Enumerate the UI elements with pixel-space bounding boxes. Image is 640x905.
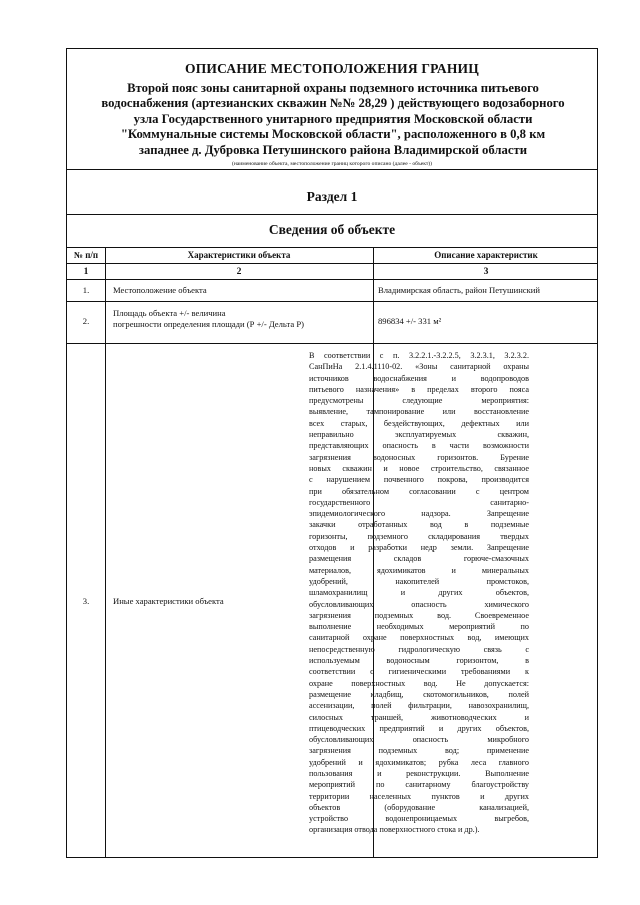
column-header-characteristic: Характеристики объекта — [187, 250, 291, 260]
column-number: 2 — [236, 266, 242, 277]
description-other-line: загрязнения водоносных горизонтов. Бурение — [309, 452, 529, 462]
row-number: 2. — [82, 316, 90, 326]
document-header — [67, 49, 597, 170]
characteristic-area-line: Площадь объекта +/- величина — [113, 308, 226, 318]
object-name-line: западнее д. Дубровка Петушинского района Владимирской области — [138, 142, 528, 157]
description-other-line: птицеводческих предприятий и других объектов, — [309, 723, 529, 733]
column-header-number: № п/п — [73, 250, 99, 260]
description-other-line: непосредственную гидрологическую связь с — [309, 644, 529, 654]
column-header-description: Описание характеристик — [434, 250, 538, 260]
description-other-line: всех старых, бездействующих, дефектных или — [309, 418, 529, 428]
characteristic-other: Иные характеристики объекта — [113, 596, 224, 606]
description-other-line: новых скважин и новое строительство, связанное — [309, 463, 529, 473]
description-other-line: удобрений, накопителей промстоков, — [309, 576, 529, 586]
row-number: 3. — [82, 596, 90, 606]
description-area: 896834 +/- 331 м² — [378, 316, 442, 326]
description-other-line: при обязательном согласовании с центром — [309, 486, 529, 496]
description-other-line: размещения складов горюче-смазочных — [309, 554, 529, 564]
description-other-line: устройство водонепроницаемых выгребов, — [309, 814, 529, 824]
characteristic-area — [113, 308, 371, 330]
description-other-line: горизонты, подземного складирования твердых — [309, 531, 529, 541]
description-other-line: удобрений и ядохимикатов; рубка леса главного — [309, 757, 529, 767]
object-name-line: водоснабжения (артезианских скважин №№ 28,29 ) действующего водозаборного — [101, 96, 565, 111]
description-other — [309, 350, 529, 836]
column-number: 3 — [483, 266, 489, 277]
description-other-line: территории населенных пунктов и других — [309, 791, 529, 801]
description-other-line: силосных траншей, животноводческих и — [309, 712, 529, 722]
description-other-line: предусмотрены следующие мероприятия: — [309, 396, 529, 406]
description-other-line: материалов, ядохимикатов и минеральных — [309, 565, 529, 575]
row-number: 1. — [82, 285, 90, 295]
section-heading: Раздел 1 — [306, 189, 358, 204]
description-other-line: с нарушением почвенного покрова, производится — [309, 475, 529, 485]
table-row-divider — [67, 263, 597, 264]
description-other-line: СанПиНа 2.1.4.1110-02. «Зоны санитарной охраны — [309, 362, 529, 372]
document-title: ОПИСАНИЕ МЕСТОПОЛОЖЕНИЯ ГРАНИЦ — [185, 61, 479, 76]
description-other-line: государственного санитарно- — [309, 497, 529, 507]
description-other-line: питьевого назначения» в пределах второго пояса — [309, 384, 529, 394]
characteristic-location: Местоположение объекта — [113, 285, 207, 295]
table-row-divider — [67, 279, 597, 280]
description-other-line: ассенизации, полей фильтрации, навозохранилищ, — [309, 701, 529, 711]
description-other-line: объектов (оборудование канализацией, — [309, 802, 529, 812]
object-name-line: узла Государственного унитарного предприятия Московской области — [133, 111, 533, 126]
description-other-line: выполнение необходимых мероприятий по — [309, 622, 529, 632]
description-other-line: источников водоснабжения и водопроводов — [309, 373, 529, 383]
description-other-line: В соответствии с п. 3.2.2.1.-3.2.2.5, 3.2.3.1, 3.2.3.2. — [309, 351, 529, 360]
description-other-line: неправильно эксплуатируемых скважин, — [309, 430, 529, 440]
description-other-line: охране поверхностных вод. Не допускается: — [309, 678, 529, 688]
description-other-line: шламохранилищ и других объектов, — [309, 588, 529, 598]
characteristic-area-line: погрешности определения площади (Р +/- Дельта Р) — [113, 319, 304, 329]
description-other-line: пользования и реконструкции. Выполнение — [309, 768, 529, 778]
object-name-line: "Коммунальные системы Московской области", расположенного в 0,8 км — [120, 127, 546, 142]
description-other-line: представляющих опасность в части возможности — [309, 441, 529, 451]
description-other-line: используемым водоносным горизонтом, в — [309, 656, 529, 666]
table-row-divider — [67, 343, 597, 344]
description-other-line: санитарной охране поверхностных вод, имеющих — [309, 633, 529, 643]
info-heading: Сведения об объекте — [268, 222, 396, 237]
info-heading-row — [67, 214, 597, 248]
description-other-line: отходов и разработки недр земли. Запрещение — [309, 543, 529, 553]
description-other-line: мероприятий по санитарному благоустройству — [309, 780, 529, 790]
description-other-line: соответствии с гигиеническими требованиями к — [309, 667, 529, 677]
description-other-line: эпидемиологического надзора. Запрещение — [309, 509, 529, 519]
description-other-line: загрязнения подземных вод; применение — [309, 746, 529, 756]
column-number: 1 — [83, 266, 89, 277]
description-other-line: обусловливающих опасность микробного — [309, 735, 529, 745]
description-other-line: размещение кладбищ, скотомогильников, полей — [309, 689, 529, 699]
object-name-line: Второй пояс зоны санитарной охраны подземного источника питьевого — [127, 81, 539, 95]
description-other-line: обусловливающих опасность химического — [309, 599, 529, 609]
description-other-line: закачки отработанных вод в подземные — [309, 520, 529, 530]
description-other-line: организация отвода поверхностного стока и др.). — [309, 825, 480, 835]
table-row-divider — [67, 301, 597, 302]
description-location: Владимирская область, район Петушинский — [378, 285, 540, 295]
object-name — [75, 81, 591, 158]
section-heading-row — [67, 180, 597, 215]
object-name-caption: (наименование объекта, местоположение границ которого описано (далее - объект)) — [231, 161, 433, 167]
table-column-divider — [105, 247, 106, 857]
description-other-line: выявление, тампонирование или восстановление — [309, 407, 529, 417]
description-other-line: загрязнения подземных вод. Своевременное — [309, 610, 529, 620]
